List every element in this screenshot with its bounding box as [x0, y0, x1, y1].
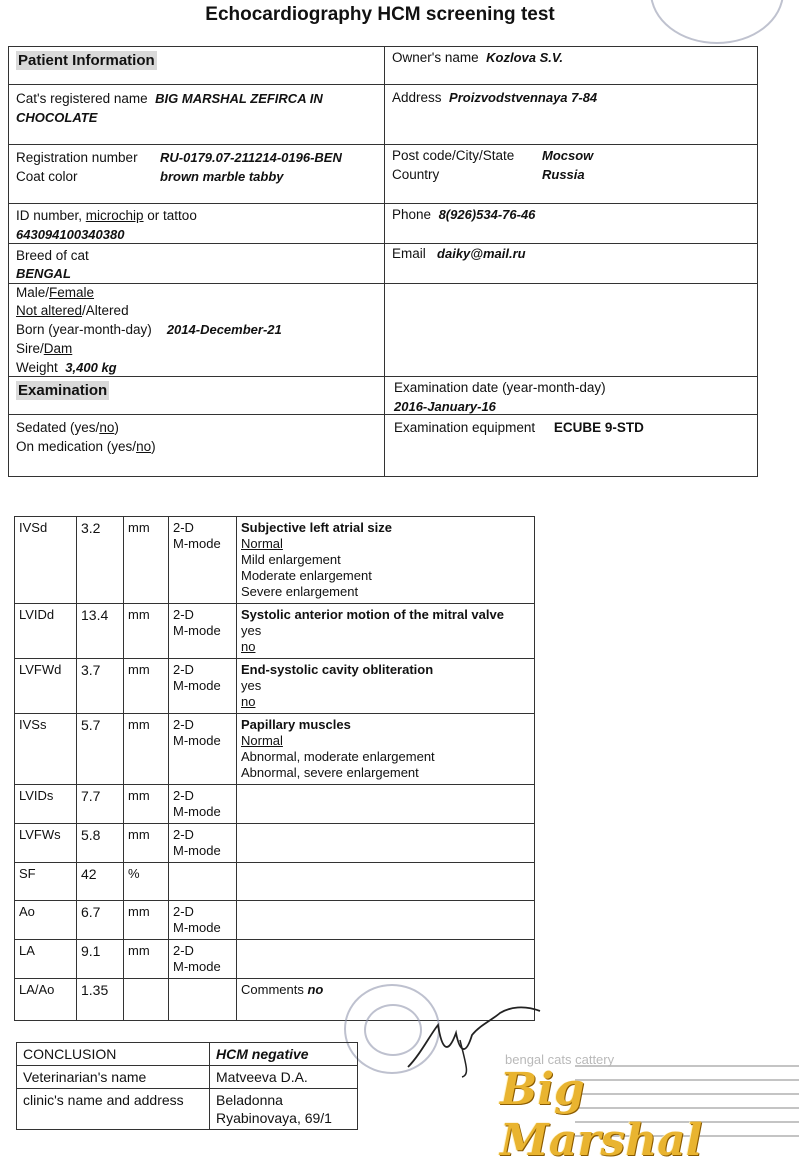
vet-name-label: Veterinarian's name	[17, 1066, 210, 1089]
pm-normal: Normal	[241, 733, 283, 748]
measure-name: LVIDd	[15, 604, 77, 659]
measure-value: 7.7	[77, 785, 124, 824]
measure-name: SF	[15, 863, 77, 901]
measure-value: 3.2	[77, 517, 124, 604]
measure-value: 3.7	[77, 659, 124, 714]
eso-yes: yes	[241, 678, 262, 693]
measure-value: 1.35	[77, 979, 124, 1021]
comments-cell: Comments no	[237, 979, 535, 1021]
exam-date-label: Examination date (year-month-day)	[394, 380, 606, 395]
table-row	[15, 604, 535, 659]
measure-value: 6.7	[77, 901, 124, 940]
measure-unit: %	[124, 863, 169, 901]
phone-field: Phone 8(926)534-76-46	[392, 207, 536, 222]
sex-field: Male/Female	[16, 285, 95, 300]
table-row	[15, 863, 535, 901]
pm-title: Papillary muscles	[241, 717, 351, 732]
conclusion-table	[16, 1042, 358, 1130]
page-title: Echocardiography HCM screening test	[205, 4, 555, 25]
measure-name: LA/Ao	[15, 979, 77, 1021]
empty-cell	[237, 824, 535, 863]
measure-value: 13.4	[77, 604, 124, 659]
table-row	[15, 940, 535, 979]
altered-field: Not altered/Altered	[16, 303, 129, 318]
measure-unit: mm	[124, 714, 169, 785]
coat-color-value: brown marble tabby	[160, 169, 284, 184]
measure-mode	[169, 863, 237, 901]
eso-cell	[237, 659, 535, 714]
born-field: Born (year-month-day) 2014-December-21	[16, 322, 282, 337]
table-row	[17, 1066, 358, 1089]
exam-date-value: 2016-January-16	[394, 399, 496, 414]
sam-yes: yes	[241, 623, 262, 638]
measure-mode: 2-D M-mode	[169, 517, 237, 604]
measure-mode: 2-D M-mode	[169, 604, 237, 659]
conclusion-value: HCM negative	[210, 1043, 358, 1066]
sire-dam-field: Sire/Dam	[16, 341, 73, 356]
measure-mode: 2-D M-mode	[169, 714, 237, 785]
papillary-cell	[237, 714, 535, 785]
medication-field: On medication (yes/no)	[16, 439, 156, 454]
measure-value: 42	[77, 863, 124, 901]
empty-cell	[237, 785, 535, 824]
owner-field: Owner's name Kozlova S.V.	[392, 50, 563, 65]
eso-no: no	[241, 694, 256, 709]
measure-name: LVIDs	[15, 785, 77, 824]
la-severe: Severe enlargement	[241, 584, 359, 599]
measure-mode: 2-D M-mode	[169, 824, 237, 863]
weight-field: Weight 3,400 kg	[16, 360, 117, 375]
table-row	[17, 1089, 358, 1130]
measure-value: 9.1	[77, 940, 124, 979]
examination-header: Examination	[18, 382, 108, 399]
measure-value: 5.7	[77, 714, 124, 785]
la-moderate: Moderate enlargement	[241, 568, 372, 583]
table-row	[17, 1043, 358, 1066]
measure-unit: mm	[124, 659, 169, 714]
table-row	[15, 659, 535, 714]
registration-number-label: Registration number	[16, 150, 138, 165]
table-row	[15, 714, 535, 785]
measure-unit	[124, 979, 169, 1021]
measure-name: LVFWs	[15, 824, 77, 863]
reg-name-value-line2: CHOCOLATE	[16, 110, 98, 125]
pm-severe: Abnormal, severe enlargement	[241, 765, 419, 780]
measure-unit: mm	[124, 785, 169, 824]
pm-moderate: Abnormal, moderate enlargement	[241, 749, 435, 764]
clinic-value: Beladonna Ryabinovaya, 69/1	[210, 1089, 358, 1130]
measure-name: LVFWd	[15, 659, 77, 714]
measure-unit: mm	[124, 824, 169, 863]
measure-name: LA	[15, 940, 77, 979]
empty-cell	[237, 940, 535, 979]
post-code-value: Mocsow	[542, 148, 594, 163]
table-row	[15, 785, 535, 824]
coat-color-label: Coat color	[16, 169, 78, 184]
measure-mode: 2-D M-mode	[169, 785, 237, 824]
measure-mode: 2-D M-mode	[169, 901, 237, 940]
measure-name: IVSs	[15, 714, 77, 785]
cattery-logo-text: Big Marshal	[500, 1064, 703, 1166]
breed-value: BENGAL	[16, 266, 71, 281]
sam-title: Systolic anterior motion of the mitral valve	[241, 607, 504, 622]
breed-label: Breed of cat	[16, 248, 89, 263]
id-number-label: ID number, microchip or tattoo	[16, 208, 197, 223]
address-field: Address Proizvodstvennaya 7-84	[392, 90, 598, 105]
country-value: Russia	[542, 167, 585, 182]
patient-info-header: Patient Information	[18, 52, 155, 69]
eso-title: End-systolic cavity obliteration	[241, 662, 434, 677]
measure-unit: mm	[124, 940, 169, 979]
measure-mode	[169, 979, 237, 1021]
sedated-field: Sedated (yes/no)	[16, 420, 119, 435]
country-label: Country	[392, 167, 440, 182]
measure-name: Ao	[15, 901, 77, 940]
exam-equipment-field: Examination equipment ECUBE 9-STD	[394, 420, 644, 435]
conclusion-label: CONCLUSION	[17, 1043, 210, 1066]
sam-cell	[237, 604, 535, 659]
id-number-value: 643094100340380	[16, 227, 125, 242]
empty-cell	[237, 863, 535, 901]
measurement-table	[14, 516, 535, 1021]
cattery-small-text: bengal cats cattery	[505, 1052, 615, 1067]
la-normal: Normal	[241, 536, 283, 551]
clinic-label: clinic's name and address	[17, 1089, 210, 1130]
empty-cell	[237, 901, 535, 940]
la-size-cell	[237, 517, 535, 604]
corner-stamp	[650, 0, 784, 44]
measure-unit: mm	[124, 604, 169, 659]
table-row	[15, 824, 535, 863]
la-mild: Mild enlargement	[241, 552, 341, 567]
registration-number-value: RU-0179.07-211214-0196-BEN	[160, 150, 342, 165]
measure-value: 5.8	[77, 824, 124, 863]
la-size-title: Subjective left atrial size	[241, 520, 393, 535]
measure-mode: 2-D M-mode	[169, 659, 237, 714]
measure-unit: mm	[124, 901, 169, 940]
table-row	[15, 517, 535, 604]
measure-mode: 2-D M-mode	[169, 940, 237, 979]
email-field: Email daiky@mail.ru	[392, 246, 526, 261]
reg-name-field: Cat's registered name BIG MARSHAL ZEFIRCA IN	[16, 91, 323, 106]
sam-no: no	[241, 639, 256, 654]
post-code-label: Post code/City/State	[392, 148, 515, 163]
table-row	[15, 901, 535, 940]
vet-name-value: Matveeva D.A.	[210, 1066, 358, 1089]
measure-unit: mm	[124, 517, 169, 604]
measure-name: IVSd	[15, 517, 77, 604]
